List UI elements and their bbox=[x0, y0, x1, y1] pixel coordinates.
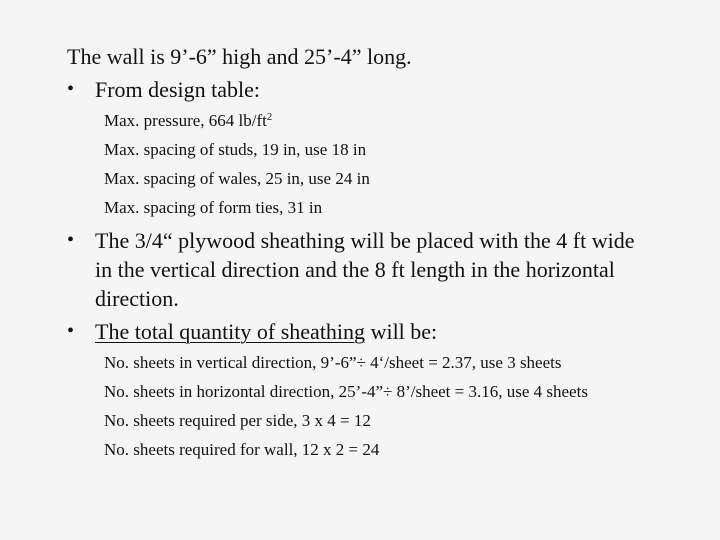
underlined-phrase: The total quantity of sheathing bbox=[95, 319, 366, 344]
sub-item-stud-spacing: Max. spacing of studs, 19 in, use 18 in bbox=[104, 140, 367, 159]
sub-item-sheets-per-side: No. sheets required per side, 3 x 4 = 12 bbox=[104, 411, 371, 430]
sub-item-sheets-for-wall: No. sheets required for wall, 12 x 2 = 24 bbox=[104, 440, 380, 459]
bullet-1-text: From design table: bbox=[95, 77, 260, 102]
bullet-marker-2: • bbox=[67, 229, 75, 251]
sub-item-tie-spacing: Max. spacing of form ties, 31 in bbox=[104, 198, 323, 217]
bullet-marker-3: • bbox=[67, 320, 75, 342]
sub-item-horizontal-sheets: No. sheets in horizontal direction, 25’-4”÷ 8’/sheet = 3.16, use 4 sheets bbox=[104, 382, 588, 401]
sub-item-wale-spacing: Max. spacing of wales, 25 in, use 24 in bbox=[104, 169, 370, 188]
sub-item-vertical-sheets: No. sheets in vertical direction, 9’-6”÷ 4‘/sheet = 2.37, use 3 sheets bbox=[104, 353, 562, 372]
bullet-2-line-3: direction. bbox=[95, 286, 179, 311]
bullet-marker-1: • bbox=[67, 78, 75, 100]
bullet-2-line-1: The 3/4“ plywood sheathing will be placed with the 4 ft wide bbox=[95, 228, 635, 253]
intro-text: The wall is 9’-6” high and 25’-4” long. bbox=[67, 44, 412, 69]
bullet-2-line-2: in the vertical direction and the 8 ft length in the horizontal bbox=[95, 257, 615, 282]
bullet-3-rest: will be: bbox=[365, 319, 438, 344]
bullet-3-text bbox=[95, 321, 437, 343]
sub-item-max-pressure-text: Max. pressure, 664 lb/ft bbox=[104, 111, 267, 130]
sub-item-max-pressure bbox=[104, 112, 272, 129]
superscript-2: 2 bbox=[266, 112, 273, 124]
